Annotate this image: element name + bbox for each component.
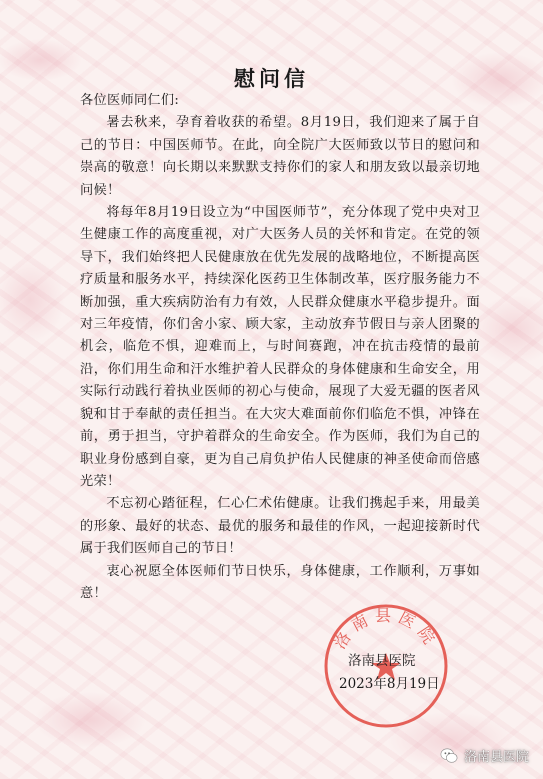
letter-title: 慰问信 <box>234 66 309 91</box>
paragraph: 将每年8月19日设立为“中国医师节”，充分体现了党中央对卫生健康工作的高度重视，对广大医务人员的关怀和肯定。在党的领导下，我们始终把人民健康放在优先发展的战略地位，不断提高医疗质量和服务水平，持续深化医药卫生体制改革，医疗服务能力不断加强，重大疾病防治有力有效，人民群众健康水平稳步提升。面对三年疫情，你们舍小家、顾大家，主动放弃节假日与亲人团聚的机会，临危不惧，迎难而上，与时间赛跑，冲在抗击疫情的最前沿，你们用生命和汗水维护着人民群众的身体健康和生命安全，用实际行动践行着执业医师的初心与使命，展现了大爱无疆的医者风貌和甘于奉献的责任担当。在大灾大难面前你们临危不惧，冲锋在前，勇于担当，守护着群众的生命安全。作为医师，我们为自己的职业身份感到自豪，更为自己肩负护佑人民健康的神圣使命而倍感光荣！ <box>80 205 480 489</box>
paragraph: 暑去秋来，孕育着收获的希望。8月19日，我们迎来了属于自己的节日：中国医师节。在此，向全院广大医师致以节日的慰问和崇高的敬意！向长期以来默默支持你们的家人和朋友致以最亲切地问候！ <box>80 115 480 198</box>
wechat-icon <box>440 747 458 765</box>
salutation: 各位医师同仁们: <box>80 93 180 108</box>
letter-body <box>80 90 480 605</box>
paragraph: 不忘初心踏征程，仁心仁术佑健康。让我们携起手来，用最美的形象、最好的状态、最优的服务和最佳的作风，一起迎接新时代属于我们医师自己的节日！ <box>80 496 480 557</box>
paragraph: 衷心祝愿全体医师们节日快乐，身体健康，工作顺利，万事如意！ <box>80 563 480 601</box>
wechat-account-name: 洛南县医院 <box>463 750 529 765</box>
signature: 洛南县医院 <box>348 653 416 669</box>
letter-date: 2023年8月19日 <box>339 676 440 692</box>
svg-text:洛南县医院: 洛南县医院 <box>330 606 442 653</box>
wechat-watermark <box>440 746 529 765</box>
